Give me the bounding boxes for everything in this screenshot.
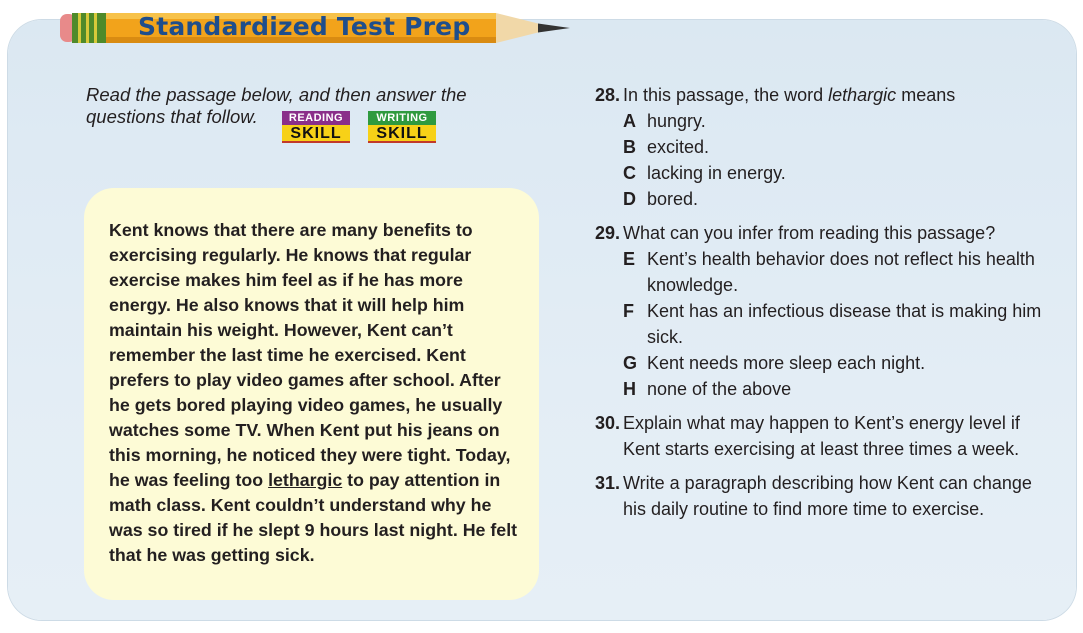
question-31 bbox=[586, 470, 1056, 522]
question-number: 30. bbox=[594, 413, 620, 433]
answer-choice-a[interactable]: A hungry. bbox=[623, 111, 706, 131]
reading-passage bbox=[84, 188, 539, 600]
question-stem: What can you infer from reading this passage? bbox=[623, 223, 996, 243]
writing-badge-skill: SKILL bbox=[368, 125, 436, 143]
answer-choice-f[interactable]: F Kent has an infectious disease that is making him sick. bbox=[623, 301, 1042, 347]
question-number: 29. bbox=[594, 223, 620, 243]
italic-term: lethargic bbox=[828, 85, 897, 105]
passage-text-after: to pay attention in math class. Kent couldn’t understand why he was so tired if he slept 9 hours last night. He felt that he was getting sick. bbox=[109, 470, 518, 565]
passage-text bbox=[109, 218, 519, 568]
question-28 bbox=[586, 82, 1056, 212]
instructions-text: Read the passage below, and then answer the questions that follow. bbox=[86, 84, 467, 127]
answer-choice-d[interactable]: D bored. bbox=[623, 189, 699, 209]
pencil-header bbox=[58, 8, 578, 48]
answer-choice-b[interactable]: B excited. bbox=[623, 137, 710, 157]
passage-text-before: Kent knows that there are many benefits to exercising regularly. He knows that regular exercise makes him feel as if he has more energy. He also knows that it will help him maintain his weight. However, Kent can’t remember the last time he exercised. Kent prefers to play video games after school. After he gets bored playing video games, he usually watches some TV. When Kent put his jeans on this morning, he noticed they were tight. Today, he was feeling too bbox=[109, 220, 511, 490]
page-title: Standardized Test Prep bbox=[138, 12, 471, 41]
question-stem: Write a paragraph describing how Kent can change his daily routine to find more time to exercise. bbox=[623, 473, 1032, 519]
question-29 bbox=[586, 220, 1056, 402]
writing-skill-badge bbox=[368, 111, 436, 143]
question-stem: In this passage, the word lethargic means bbox=[623, 85, 956, 105]
answer-choice-g[interactable]: G Kent needs more sleep each night. bbox=[623, 353, 926, 373]
reading-badge-label: READING bbox=[282, 111, 350, 125]
reading-badge-skill: SKILL bbox=[282, 125, 350, 143]
question-stem: Explain what may happen to Kent’s energy level if Kent starts exercising at least three times a week. bbox=[623, 413, 1020, 459]
question-list bbox=[586, 82, 1056, 530]
answer-choice-h[interactable]: H none of the above bbox=[623, 379, 792, 399]
answer-choice-e[interactable]: E Kent’s health behavior does not reflect his health knowledge. bbox=[623, 249, 1035, 295]
question-number: 31. bbox=[594, 473, 620, 493]
question-number: 28. bbox=[594, 85, 620, 105]
answer-choice-c[interactable]: C lacking in energy. bbox=[623, 163, 786, 183]
vocabulary-word: lethargic bbox=[268, 470, 343, 490]
reading-skill-badge bbox=[282, 111, 350, 143]
question-30 bbox=[586, 410, 1056, 462]
writing-badge-label: WRITING bbox=[368, 111, 436, 125]
